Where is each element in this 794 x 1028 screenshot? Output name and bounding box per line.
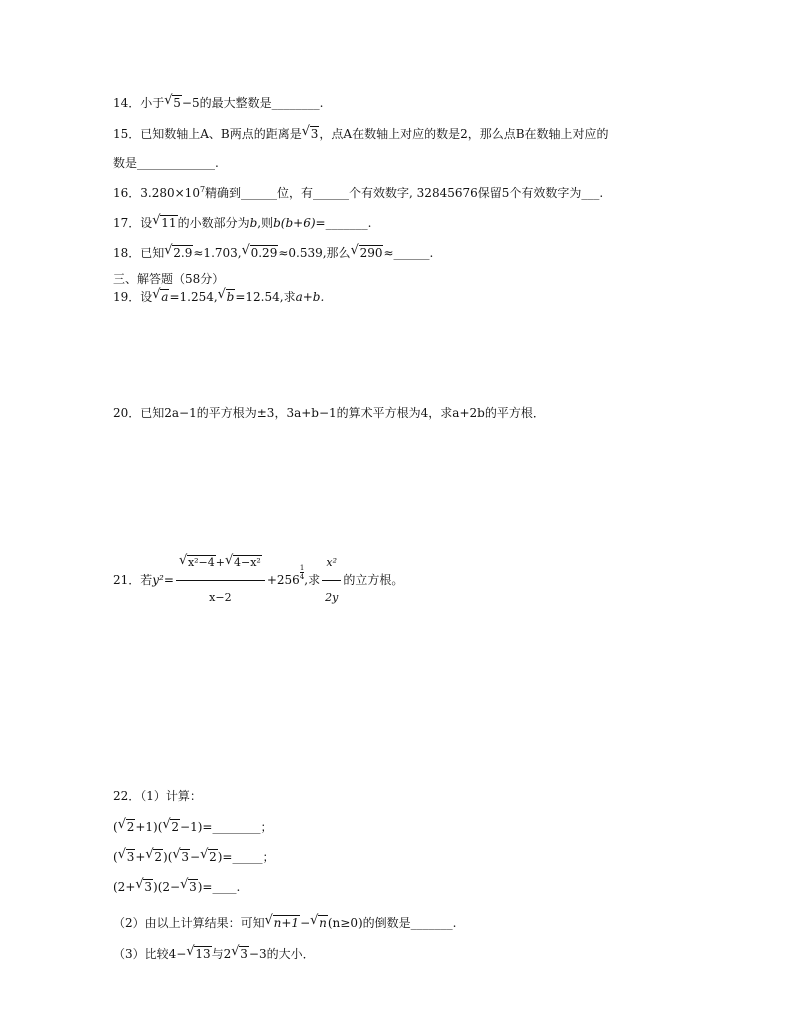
- question-20: [113, 404, 545, 422]
- q17-text-a: 17．设: [113, 216, 153, 230]
- q17-var: b: [249, 216, 258, 230]
- sqrt-symbol: √ 3: [136, 878, 153, 896]
- sqrt-symbol: √ 13: [187, 945, 211, 963]
- q19-text-a: 19．设: [113, 290, 153, 304]
- q21-text-b: ,求: [304, 573, 321, 587]
- q19-text-d: a+b.: [295, 290, 325, 304]
- sqrt-symbol: √ 0.29: [243, 244, 279, 262]
- q16-text-b: 精确到______位，有______个有效数字, 32845676保留5个有效数字为___.: [205, 186, 604, 200]
- q21-exponent: $\frac{1}{4}$: [299, 564, 305, 581]
- q21-plus: +256: [266, 573, 300, 587]
- q16-exponent: 7: [199, 185, 206, 194]
- sqrt-symbol: √ 2: [163, 818, 180, 836]
- question-19: [113, 288, 324, 306]
- q20-text: 20．已知2a−1的平方根为±3，3a+b−1的算术平方根为4，求a+2b的平方根．: [113, 406, 545, 420]
- question-21: [113, 546, 403, 615]
- question-22-title: [113, 787, 202, 805]
- sqrt-symbol: √ 3: [232, 945, 249, 963]
- q17-expr: b(b+6): [273, 216, 316, 230]
- section-heading: [113, 270, 224, 288]
- q21-text-c: 的立方根。: [343, 573, 404, 587]
- question-15-line2: [113, 154, 219, 172]
- question-22-row3: (2+√ 3)(2−√ 3)=____.: [113, 878, 240, 896]
- q15-text-a: 15．已知数轴上A、B两点的距离是: [113, 127, 302, 141]
- q14-text-a: 14．小于: [113, 96, 165, 110]
- q17-text-c: ,则: [257, 216, 274, 230]
- q21-text-a: 21．若: [113, 573, 153, 587]
- question-22-row1: (√ 2+1)(√ 2−1)=________；: [113, 818, 272, 836]
- q19-text-b: =1.254,: [169, 290, 218, 304]
- question-14: [113, 94, 323, 112]
- question-18: [113, 244, 433, 262]
- sqrt-symbol: √ a: [153, 288, 169, 306]
- sqrt-symbol: √ 3: [119, 848, 136, 866]
- sqrt-symbol: √ n+1: [266, 914, 300, 932]
- q22-title: 22．（1）计算：: [113, 789, 202, 803]
- sqrt-symbol: √ b: [219, 288, 236, 306]
- question-22-part2: （2）由以上计算结果：可知√ n+1−√ n(n≥0)的倒数是_______.: [113, 914, 456, 932]
- sqrt-symbol: √ 2: [119, 818, 136, 836]
- sqrt-symbol: √ 2: [146, 848, 163, 866]
- q19-text-c: =12.54,求: [235, 290, 296, 304]
- question-22-row2: (√ 3+√ 2)(√ 3−√ 2)=_____；: [113, 848, 275, 866]
- sqrt-symbol: √ 3: [173, 848, 190, 866]
- sqrt-symbol: √ 2.9: [165, 244, 193, 262]
- q16-text-a: 16．3.280×10: [113, 186, 200, 200]
- sqrt-symbol: √ 3: [181, 878, 198, 896]
- sqrt-symbol: √ 290: [352, 244, 384, 262]
- sqrt-symbol: √ 3: [303, 125, 320, 143]
- q21-lhs: y²=: [152, 573, 174, 587]
- q15-text-b: ，点A在数轴上对应的数是2，那么点B在数轴上对应的: [319, 127, 609, 141]
- q17-text-b: 的小数部分为: [177, 216, 250, 230]
- question-16: [113, 184, 603, 202]
- q21-fraction2: $\frac{\text{x²}}{2y}$: [322, 546, 341, 615]
- q15-text-c: 数是_____________.: [113, 156, 219, 170]
- q14-text-b: −5的最大整数是________.: [181, 96, 324, 110]
- q17-text-d: =_______.: [315, 216, 372, 230]
- q18-text-a: 18．已知: [113, 246, 165, 260]
- sqrt-symbol: √ n: [311, 914, 328, 932]
- section-title: 三、解答题（58分）: [113, 272, 225, 286]
- question-15: [113, 125, 609, 143]
- q18-text-d: ≈______.: [383, 246, 434, 260]
- question-22-part3: （3）比较4−√ 13与2√ 3−3的大小．: [113, 945, 315, 963]
- q18-text-b: ≈1.703,: [193, 246, 242, 260]
- q18-text-c: ≈0.539,那么: [278, 246, 351, 260]
- sqrt-symbol: √ 11: [153, 214, 177, 232]
- question-17: [113, 214, 371, 232]
- sqrt-symbol: √ 5: [165, 94, 182, 112]
- sqrt-symbol: √ 2: [201, 848, 218, 866]
- q21-fraction: √ $\frac{\text{x²−4+√ 4−x²}}{x-2}$: [176, 546, 265, 615]
